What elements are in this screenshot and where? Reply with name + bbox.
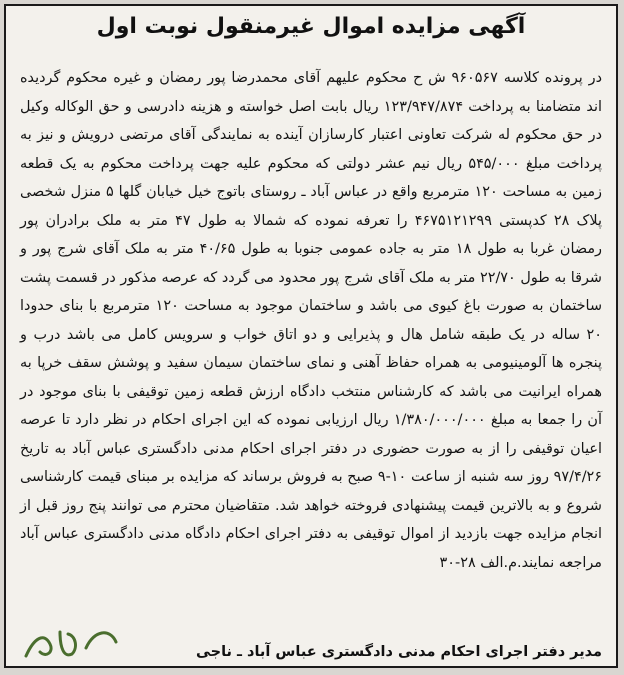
notice-body	[20, 64, 602, 577]
signature-line: مدیر دفتر اجرای احکام مدنی دادگستری عباس آباد ـ ناجی	[195, 644, 602, 660]
notice-title: آگهی مزایده اموال غیرمنقول نوبت اول	[96, 14, 526, 39]
notice-body-text: در پرونده کلاسه ۹۶۰۵۶۷ ش ح محکوم علیهم آقای محمدرضا پور رمضان و غیره محکوم گردیده اند متضامنا به پرداخت ۱۲۳/۹۴۷/۸۷۴ ریال بابت اصل خواسته و هزینه دادرسی و حق الوکاله وکیل در حق محکوم له شرکت تعاونی اعتبار کارسازان آینده به نمایندگی آقای مرتضی درویش و نیز به پرداخت مبلغ ۵۴۵/۰۰۰ ریال نیم عشر دولتی که محکوم علیه جهت پرداخت محکوم به یک قطعه زمین به مساحت ۱۲۰ مترمربع واقع در عباس آباد ـ روستای باتوج خیل خیابان گلها ۵ منزل شخصی پلاک ۲۸ کدپستی ۴۶۷۵۱۲۱۲۹۹ را تعرفه نموده که شمالا به طول ۴۷ متر به ملک برادران پور رمضان غربا به طول ۱۸ متر به جاده عمومی جنوبا به طول ۴۰/۶۵ متر به ملک آقای شرج پور و شرقا به طول ۲۲/۷۰ متر به ملک آقای شرج پور محدود می گردد که عرصه مذکور در قسمت پشت ساختمان به صورت باغ کیوی می باشد و ساختمان موجود به مساحت ۱۲۰ مترمربع با بنای حدودا ۲۰ ساله در یک طبقه شامل هال و پذیرایی و دو اتاق خواب و سرویس کامل می باشد درب و پنجره ها آلومینیومی به همراه حفاظ آهنی و نمای ساختمان سیمان سفید و پوشش سقف خرپا به همراه ایرانیت می باشد که کارشناس منتخب دادگاه ارزش قطعه زمین توقیفی با بنای موجود در آن را جمعا به مبلغ ۱/۳۸۰/۰۰۰/۰۰۰ ریال ارزیابی نموده که این اجرای احکام در نظر دارد تا عرصه اعیان توقیفی را از به صورت حضوری در دفتر اجرای احکام مدنی دادگستری عباس آباد به تاریخ ۹۷/۴/۲۶ روز سه شنبه از ساعت ۱۰-۹ صبح به فروش برساند که مزایده بر مبنای قیمت کارشناسی شروع و به بالاترین قیمت پیشنهادی فروخته خواهد شد. متقاضیان محترم می توانند پنج روز قبل از انجام مزایده جهت بازدید از اموال توقیفی به دفتر اجرای احکام دادگاه مدنی دادگستری عباس آباد مراجعه نمایند.م.الف ۲۸-۳۰	[20, 70, 603, 571]
signature-stamp-icon	[16, 618, 126, 664]
notice-frame	[4, 4, 618, 668]
